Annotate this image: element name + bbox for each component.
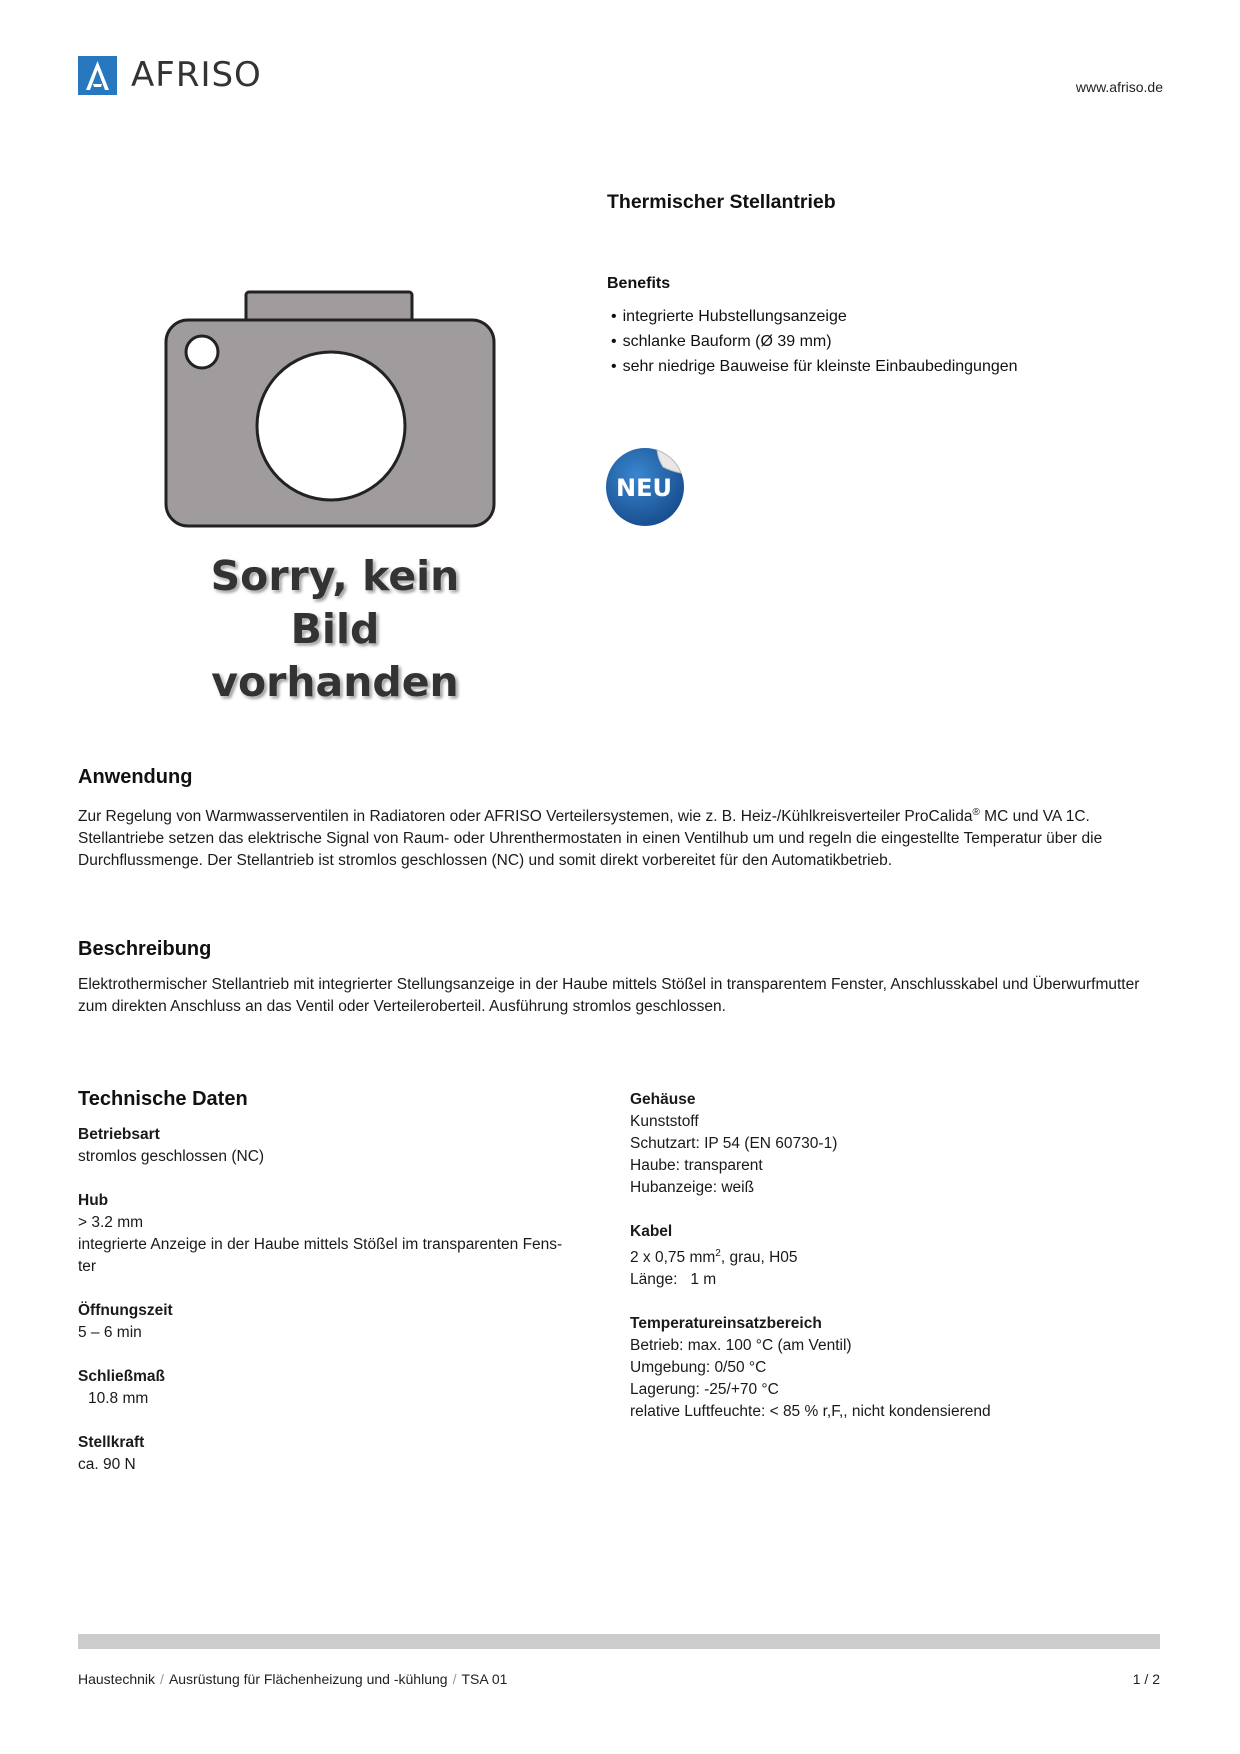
beschreibung-text: Elektrothermischer Stellantrieb mit integrierter Stellungsanzeige in der Haube mittels Stößel in transparentem Fenster, Anschlusskabel und Überwurfmutter zum direkten Anschluss an das Ventil oder Verteileroberteil. Ausführung stromlos geschlossen.	[78, 976, 1140, 1015]
no-image-line-1: Sorry, kein Bild	[210, 552, 460, 653]
spec-value: Lagerung: -25/+70 °C	[630, 1381, 779, 1399]
spec-value: relative Luftfeuchte: < 85 % r,F,, nicht kondensierend	[630, 1403, 991, 1421]
camera-icon	[160, 288, 510, 548]
anwendung-text	[78, 802, 1163, 872]
spec-schliessmass	[78, 1366, 608, 1410]
spec-gehaeuse	[630, 1089, 1150, 1199]
anwendung-text-part-1: Zur Regelung von Warmwasserventilen in Radiatoren oder AFRISO Verteilersystemen, wie z. B. Heiz-/Kühlkreisverteiler ProCalida	[78, 808, 973, 826]
anwendung-text-part-2: MC und VA 1C. Stellantriebe setzen das elektrische Signal von Raum- oder Uhrenthermostaten in einen Ventilhub um und regeln die eingestellte Temperatur über die Durchflussmenge. Der Stellantrieb ist stromlos geschlossen (NC) und somit direkt vorbereitet für den Automatikbetrieb.	[78, 808, 1103, 870]
section-heading-anwendung: Anwendung	[78, 766, 193, 788]
spec-value: > 3.2 mm	[78, 1214, 144, 1231]
spec-value: Länge: 1 m	[630, 1271, 717, 1289]
no-image-line-2: vorhanden	[211, 658, 459, 706]
spec-value-part: , grau, H05	[720, 1249, 798, 1267]
benefit-item: • sehr niedrige Bauweise für kleinste Einbaubedingungen	[611, 354, 1018, 379]
breadcrumb-item-current: TSA 01	[461, 1671, 508, 1687]
spec-label: Öffnungszeit	[78, 1302, 173, 1319]
afriso-triangle-icon	[78, 56, 117, 95]
breadcrumb-item[interactable]: Haustechnik	[78, 1671, 156, 1687]
section-heading-technische-daten: Technische Daten	[78, 1088, 248, 1110]
spec-value: ter	[78, 1258, 97, 1275]
spec-label: Temperatureinsatzbereich	[630, 1315, 822, 1333]
spec-value: 5 – 6 min	[78, 1324, 142, 1341]
spec-hub	[78, 1190, 608, 1278]
breadcrumb-separator: /	[452, 1671, 457, 1687]
new-badge	[605, 445, 687, 527]
page-number: 1 / 2	[1132, 1671, 1160, 1687]
product-title: Thermischer Stellantrieb	[607, 191, 836, 213]
superscript: 2	[715, 1248, 721, 1259]
breadcrumb-item[interactable]: Ausrüstung für Flächenheizung und -kühlung	[168, 1671, 448, 1687]
spec-stellkraft	[78, 1432, 608, 1476]
spec-column-right	[630, 1089, 1150, 1445]
spec-value: Haube: transparent	[630, 1157, 763, 1174]
benefits-title: Benefits	[607, 275, 671, 292]
benefit-item: • schlanke Bauform (Ø 39 mm)	[611, 329, 1018, 354]
spec-betriebsart	[78, 1124, 608, 1168]
benefits-list	[611, 304, 1018, 379]
spec-value: Kunststoff	[630, 1113, 699, 1130]
new-badge-icon	[605, 445, 687, 527]
spec-column-left	[78, 1124, 608, 1498]
spec-oeffnungszeit	[78, 1300, 608, 1344]
afriso-logo	[78, 55, 318, 95]
spec-value: Hubanzeige: weiß	[630, 1179, 755, 1196]
benefit-item: • integrierte Hubstellungsanzeige	[611, 304, 1018, 329]
image-placeholder	[160, 288, 510, 706]
spec-value: Umgebung: 0/50 °C	[630, 1359, 767, 1377]
spec-value: 10.8 mm	[88, 1390, 149, 1407]
section-heading-beschreibung: Beschreibung	[78, 938, 212, 960]
no-image-text	[160, 550, 510, 709]
footer-divider	[78, 1634, 1160, 1649]
spec-label: Gehäuse	[630, 1091, 696, 1108]
spec-label: Schließmaß	[78, 1368, 165, 1385]
breadcrumb	[78, 1671, 507, 1687]
spec-value: integrierte Anzeige in der Haube mittels Stößel im transparenten Fens-	[78, 1236, 563, 1253]
spec-kabel	[630, 1221, 1150, 1291]
spec-value: stromlos geschlossen (NC)	[78, 1148, 265, 1165]
spec-label: Kabel	[630, 1223, 673, 1240]
spec-value: Schutzart: IP 54 (EN 60730-1)	[630, 1135, 838, 1152]
new-badge-label: NEU	[616, 474, 672, 502]
spec-label: Hub	[78, 1192, 109, 1209]
website-link[interactable]: www.afriso.de	[1075, 79, 1163, 95]
spec-label: Stellkraft	[78, 1434, 145, 1451]
spec-value	[630, 1243, 1150, 1269]
registered-mark: ®	[972, 807, 980, 818]
spec-value: ca. 90 N	[78, 1456, 136, 1473]
spec-value: Betrieb: max. 100 °C (am Ventil)	[630, 1337, 852, 1355]
brand-name: AFRISO	[131, 55, 262, 95]
spec-temperatur	[630, 1313, 1150, 1423]
spec-value-part: 2 x 0,75 mm	[630, 1249, 716, 1267]
spec-label: Betriebsart	[78, 1126, 160, 1143]
breadcrumb-separator: /	[160, 1671, 164, 1687]
